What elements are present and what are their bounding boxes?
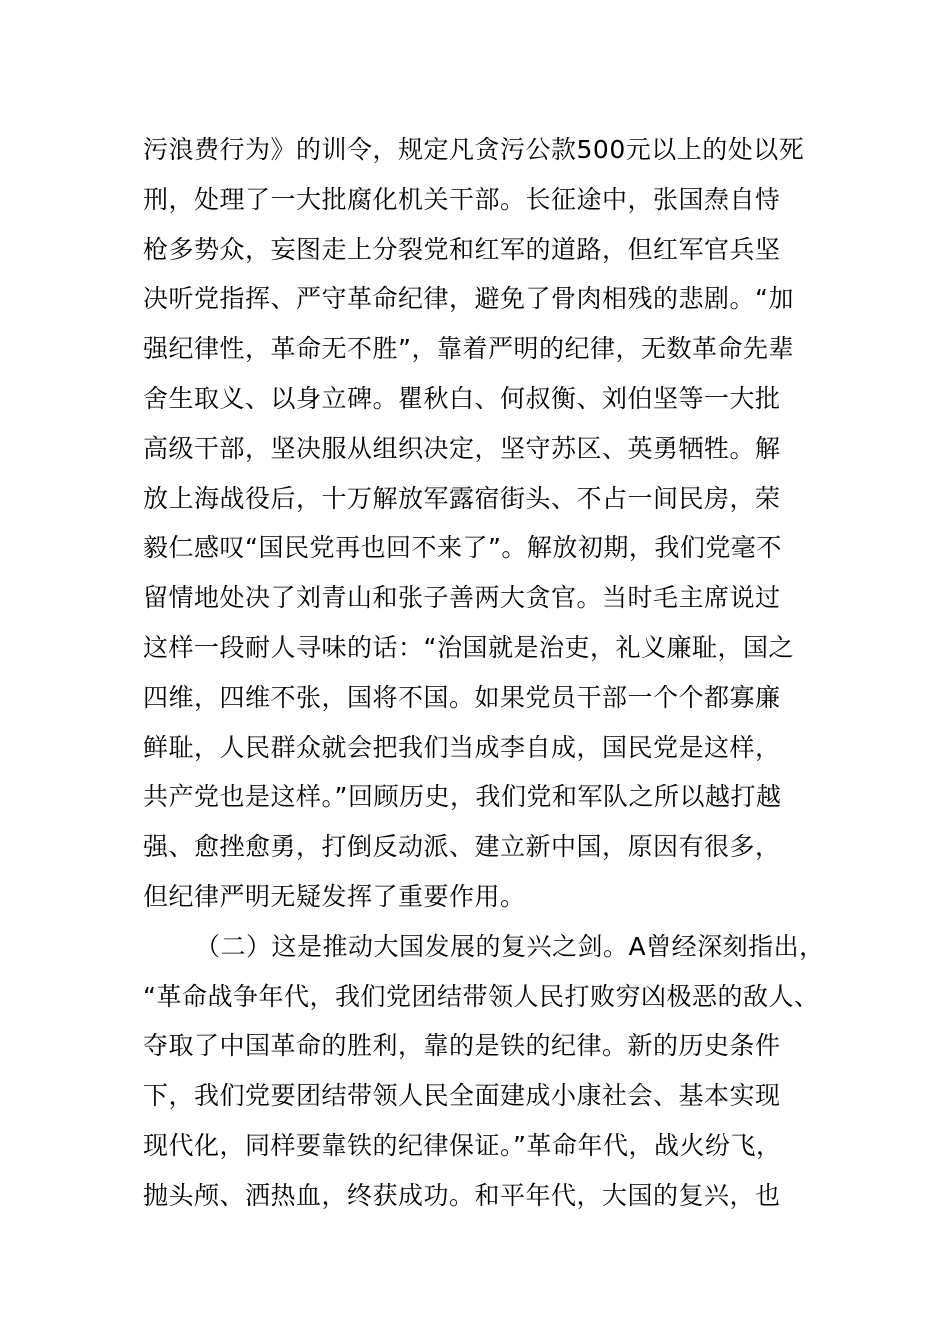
text-line: 下，我们党要团结带领人民全面建成小康社会、基本实现 — [143, 1081, 781, 1111]
text-line: 共产党也是这样。”回顾历史，我们党和军队之所以越打越 — [143, 782, 782, 812]
text-line: 但纪律严明无疑发挥了重要作用。 — [143, 881, 526, 911]
text-line: 这样一段耐人寻味的话：“治国就是治吏，礼义廉耻，国之 — [143, 632, 794, 662]
text-line: 强、愈挫愈勇，打倒反动派、建立新中国，原因有很多， — [143, 832, 781, 862]
text-line: 毅仁感叹“国民党再也回不来了”。解放初期，我们党毫不 — [143, 533, 782, 563]
text-line: 高级干部，坚决服从组织决定，坚守苏区、英勇牺牲。解 — [143, 433, 781, 463]
text-line: 四维，四维不张，国将不国。如果党员干部一个个都寡廉 — [143, 682, 781, 712]
text-line: 夺取了中国革命的胜利，靠的是铁的纪律。新的历史条件 — [143, 1031, 781, 1061]
text-line: 现代化，同样要靠铁的纪律保证。”革命年代，战火纷飞， — [143, 1130, 782, 1160]
text-line: 强纪律性，革命无不胜”，靠着严明的纪律，无数革命先辈 — [143, 334, 794, 364]
text-line: 放上海战役后，十万解放军露宿街头、不占一间民房，荣 — [143, 483, 781, 513]
text-line: 留情地处决了刘青山和张子善两大贪官。当时毛主席说过 — [143, 583, 781, 613]
body-text — [143, 125, 823, 1221]
text-line: 决听党指挥、严守革命纪律，避免了骨肉相残的悲剧。“加 — [143, 284, 794, 314]
text-line: 抛头颅、洒热血，终获成功。和平年代，大国的复兴，也 — [143, 1180, 781, 1210]
text-line: 刑，处理了一大批腐化机关干部。长征途中，张国焘自恃 — [143, 184, 781, 214]
text-line: 污浪费行为》的训令，规定凡贪污公款500元以上的处以死 — [143, 135, 805, 164]
text-line: 枪多势众，妄图走上分裂党和红军的道路，但红军官兵坚 — [143, 234, 781, 264]
text-line: “革命战争年代，我们党团结带领人民打败穷凶极恶的敌人、 — [143, 981, 820, 1011]
section-heading-line: （二）这是推动大国发展的复兴之剑。A曾经深刻指出， — [195, 931, 825, 961]
text-line: 鲜耻，人民群众就会把我们当成李自成，国民党是这样， — [143, 732, 781, 762]
text-line: 舍生取义、以身立碑。瞿秋白、何叔衡、刘伯坚等一大批 — [143, 383, 781, 413]
